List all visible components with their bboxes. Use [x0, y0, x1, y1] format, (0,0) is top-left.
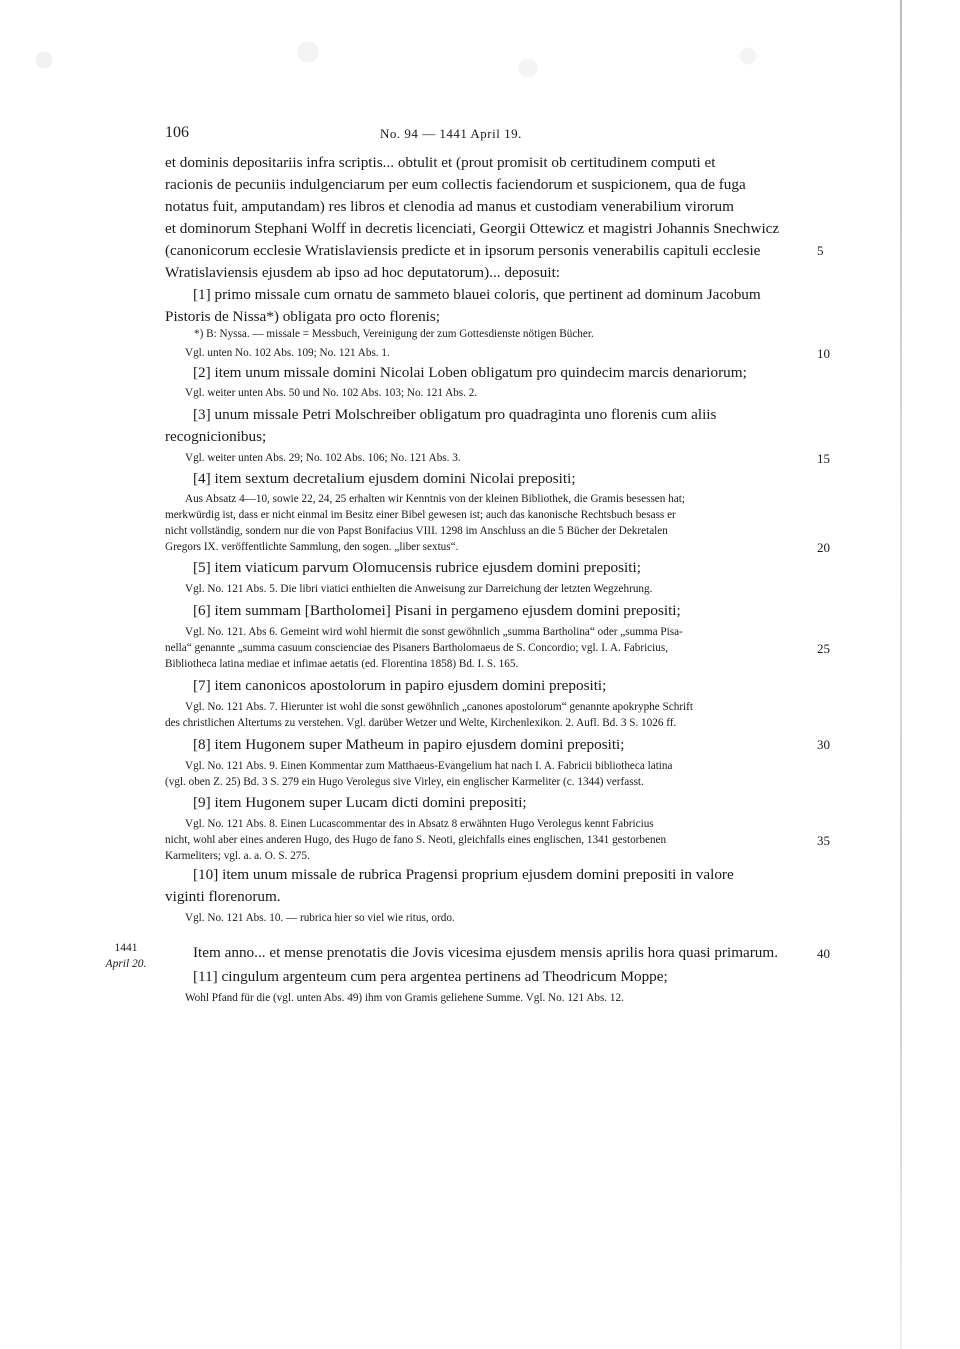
note-line: Vgl. No. 121 Abs. 7. Hierunter ist wohl die sonst gewöhnlich „canones apostolorum“ genannte apokryphe Schrift: [185, 701, 693, 713]
item-line: Pistoris de Nissa*) obligata pro octo florenis;: [165, 308, 441, 325]
note-line: Gregors IX. veröffentlichte Sammlung, den sogen. „liber sextus“.: [165, 541, 459, 553]
note-line: nicht, wohl aber eines anderen Hugo, des Hugo de fano S. Neoti, gleichfalls eines englischen, 1341 gestorbenen: [165, 834, 667, 846]
note-line: Vgl. No. 121 Abs. 9. Einen Kommentar zum Matthaeus-Evangelium hat nach I. A. Fabricii bibliotheca latina: [185, 760, 673, 772]
item-line: [5] item viaticum parvum Olomucensis rubrice ejusdem domini prepositi;: [193, 559, 641, 576]
note-line: Bibliotheca latina mediae et infimae aetatis (ed. Florentina 1858) Bd. I. S. 165.: [165, 658, 519, 670]
line-number: 15: [817, 451, 830, 466]
note-line: Vgl. weiter unten Abs. 29; No. 102 Abs. 106; No. 121 Abs. 3.: [185, 452, 461, 464]
note-line: Vgl. weiter unten Abs. 50 und No. 102 Abs. 103; No. 121 Abs. 2.: [185, 387, 478, 399]
note-line: nicht vollständig, sondern nur die von Papst Bonifacius VIII. 1298 im Anschluss an die 5 Bücher der Dekretalen: [165, 525, 668, 537]
item-line: viginti florenorum.: [165, 888, 281, 905]
footnote: *) B: Nyssa. — missale = Messbuch, Vereinigung der zum Gottesdienste nötigen Bücher.: [194, 328, 594, 340]
item-line: [2] item unum missale domini Nicolai Loben obligatum pro quindecim marcis denariorum;: [193, 364, 747, 381]
running-head: No. 94 — 1441 April 19.: [380, 126, 522, 141]
body-line: notatus fuit, amputandam) res libros et clenodia ad manus et custodiam venerabilium virorum: [165, 198, 734, 215]
note-line: Karmeliters; vgl. a. a. O. S. 275.: [165, 850, 310, 862]
body-line: et dominorum Stephani Wolff in decretis licenciati, Georgii Ottewicz et magistri Johannis Snechwicz: [165, 220, 780, 237]
line-number: 35: [817, 833, 830, 848]
scan-noise: [0, 20, 880, 100]
page-header: [165, 124, 815, 148]
note-line: Vgl. No. 121 Abs. 5. Die libri viatici enthielten die Anweisung zur Darreichung der letzten Wegzehrung.: [185, 583, 653, 595]
note-line: Vgl. unten No. 102 Abs. 109; No. 121 Abs. 1.: [185, 347, 390, 359]
margin-day: April 20.: [105, 958, 147, 970]
item-line: [3] unum missale Petri Molschreiber obligatum pro quadraginta uno florenis cum aliis: [193, 406, 717, 423]
body-line: racionis de pecuniis indulgenciarum per eum collectis faciendorum et suspicionem, qua de fuga: [165, 176, 746, 193]
note-line: Vgl. No. 121 Abs. 8. Einen Lucascommentar des in Absatz 8 erwähnten Hugo Verolegus kennt Fabricius: [185, 818, 654, 830]
margin-year: 1441: [114, 942, 138, 954]
scan-edge: [900, 0, 902, 1349]
note-line: Vgl. No. 121 Abs. 10. — rubrica hier so viel wie ritus, ordo.: [185, 912, 455, 924]
line-number: 25: [817, 641, 830, 656]
item-line: [1] primo missale cum ornatu de sammeto blauei coloris, que pertinent ad dominum Jacobum: [193, 286, 761, 303]
item-line: [7] item canonicos apostolorum in papiro ejusdem domini prepositi;: [193, 677, 607, 694]
line-number: 5: [817, 243, 824, 258]
item-line: [9] item Hugonem super Lucam dicti domini prepositi;: [193, 794, 527, 811]
item-line: [6] item summam [Bartholomei] Pisani in pergameno ejusdem domini prepositi;: [193, 602, 681, 619]
margin-date: [96, 940, 156, 972]
note-line: merkwürdig ist, dass er nicht einmal im Besitz einer Bibel gewesen ist; auch das kanonische Rechtsbuch besass er: [165, 509, 676, 521]
note-line: Wohl Pfand für die (vgl. unten Abs. 49) ihm von Gramis geliehene Summe. Vgl. No. 121 Abs. 12.: [185, 992, 624, 1004]
body-line: Wratislaviensis ejusdem ab ipso ad hoc deputatorum)... deposuit:: [165, 264, 561, 281]
note-line: (vgl. oben Z. 25) Bd. 3 S. 279 ein Hugo Verolegus sive Virley, ein englischer Karmeliter (c. 1344) verfasst.: [165, 776, 644, 788]
page-number: 106: [165, 124, 189, 141]
note-line: nella“ genannte „summa casuum conscienciae des Pisaners Bartholomaeus de S. Concordio; vgl. I. A. Fabricius,: [165, 642, 668, 654]
item-line: [4] item sextum decretalium ejusdem domini Nicolai prepositi;: [193, 470, 576, 487]
note-line: des christlichen Altertums zu verstehen. Vgl. darüber Wetzer und Welte, Kirchenlexikon. 2. Aufl. Bd. 3 S. 1026 ff.: [165, 717, 677, 729]
line-number: 30: [817, 737, 830, 752]
line-number: 40: [817, 946, 830, 961]
body-line: et dominis depositariis infra scriptis... obtulit et (prout promisit ob certitudinem computi et: [165, 154, 716, 171]
item-line: [11] cingulum argenteum cum pera argentea pertinens ad Theodricum Moppe;: [193, 968, 668, 985]
line-number: 20: [817, 540, 830, 555]
note-line: Aus Absatz 4—10, sowie 22, 24, 25 erhalten wir Kenntnis von der kleinen Bibliothek, die Gramis besessen hat;: [185, 493, 685, 505]
body-line: (canonicorum ecclesie Wratislaviensis predicte et in ipsorum personis venerabilis capituli ecclesie: [165, 242, 761, 259]
item-line: recognicionibus;: [165, 428, 267, 445]
item-line: Item anno... et mense prenotatis die Jovis vicesima ejusdem mensis aprilis hora quasi primarum.: [193, 944, 779, 961]
note-line: Vgl. No. 121. Abs 6. Gemeint wird wohl hiermit die sonst gewöhnlich „summa Bartholina“ oder „summa Pisa-: [185, 626, 683, 638]
item-line: [10] item unum missale de rubrica Pragensi proprium ejusdem domini prepositi in valore: [193, 866, 734, 883]
line-number: 10: [817, 346, 830, 361]
item-line: [8] item Hugonem super Matheum in papiro ejusdem domini prepositi;: [193, 736, 625, 753]
